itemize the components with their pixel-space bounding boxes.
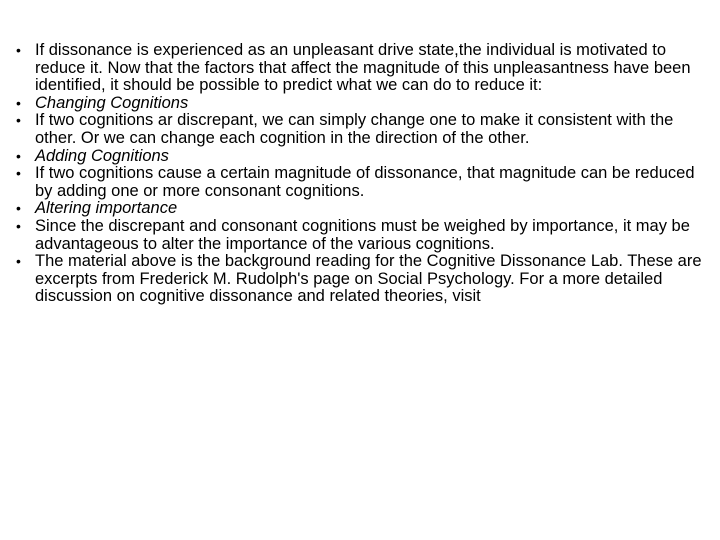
- bullet-item-2: [14, 95, 704, 113]
- bullet-text: If dissonance is experienced as an unpleasant drive state,the individual is motivated to reduce it. Now that the factors that affect the magnitude of this unpleasantness have been identified, it should be possible to predict what we can do to reduce it:: [35, 41, 691, 95]
- bullet-heading: Altering importance: [35, 199, 178, 218]
- bullet-list: [14, 42, 704, 306]
- bullet-text: Since the discrepant and consonant cognitions must be weighed by importance, it may be advantageous to alter the importance of the various cognitions.: [35, 216, 690, 253]
- bullet-item-4: [14, 148, 704, 166]
- bullet-item-8: [14, 253, 704, 306]
- bullet-heading: Adding Cognitions: [35, 146, 169, 165]
- bullet-item-1: [14, 42, 704, 95]
- bullet-text: The material above is the background reading for the Cognitive Dissonance Lab. These are excerpts from Frederick M. Rudolph's page on Social Psychology. For a more detailed discussion on cognitive dissonance and related theories, visit: [35, 252, 702, 306]
- bullet-item-3: [14, 112, 704, 147]
- bullet-heading: Changing Cognitions: [35, 93, 189, 112]
- bullet-text: If two cognitions ar discrepant, we can simply change one to make it consistent with the other. Or we can change each cognition in the direction of the other.: [35, 111, 674, 147]
- bullet-icon: •: [16, 112, 21, 129]
- bullet-icon: •: [16, 165, 21, 182]
- bullet-item-6: [14, 200, 704, 218]
- bullet-icon: •: [16, 217, 21, 234]
- bullet-icon: •: [16, 42, 21, 58]
- bullet-item-5: [14, 165, 704, 200]
- bullet-icon: •: [16, 200, 21, 217]
- bullet-icon: •: [16, 147, 21, 164]
- bullet-item-7: [14, 218, 704, 253]
- bullet-icon: •: [16, 253, 21, 270]
- bullet-text: If two cognitions cause a certain magnitude of dissonance, that magnitude can be reduced by adding one or more consonant cognitions.: [35, 164, 695, 200]
- bullet-icon: •: [16, 94, 21, 111]
